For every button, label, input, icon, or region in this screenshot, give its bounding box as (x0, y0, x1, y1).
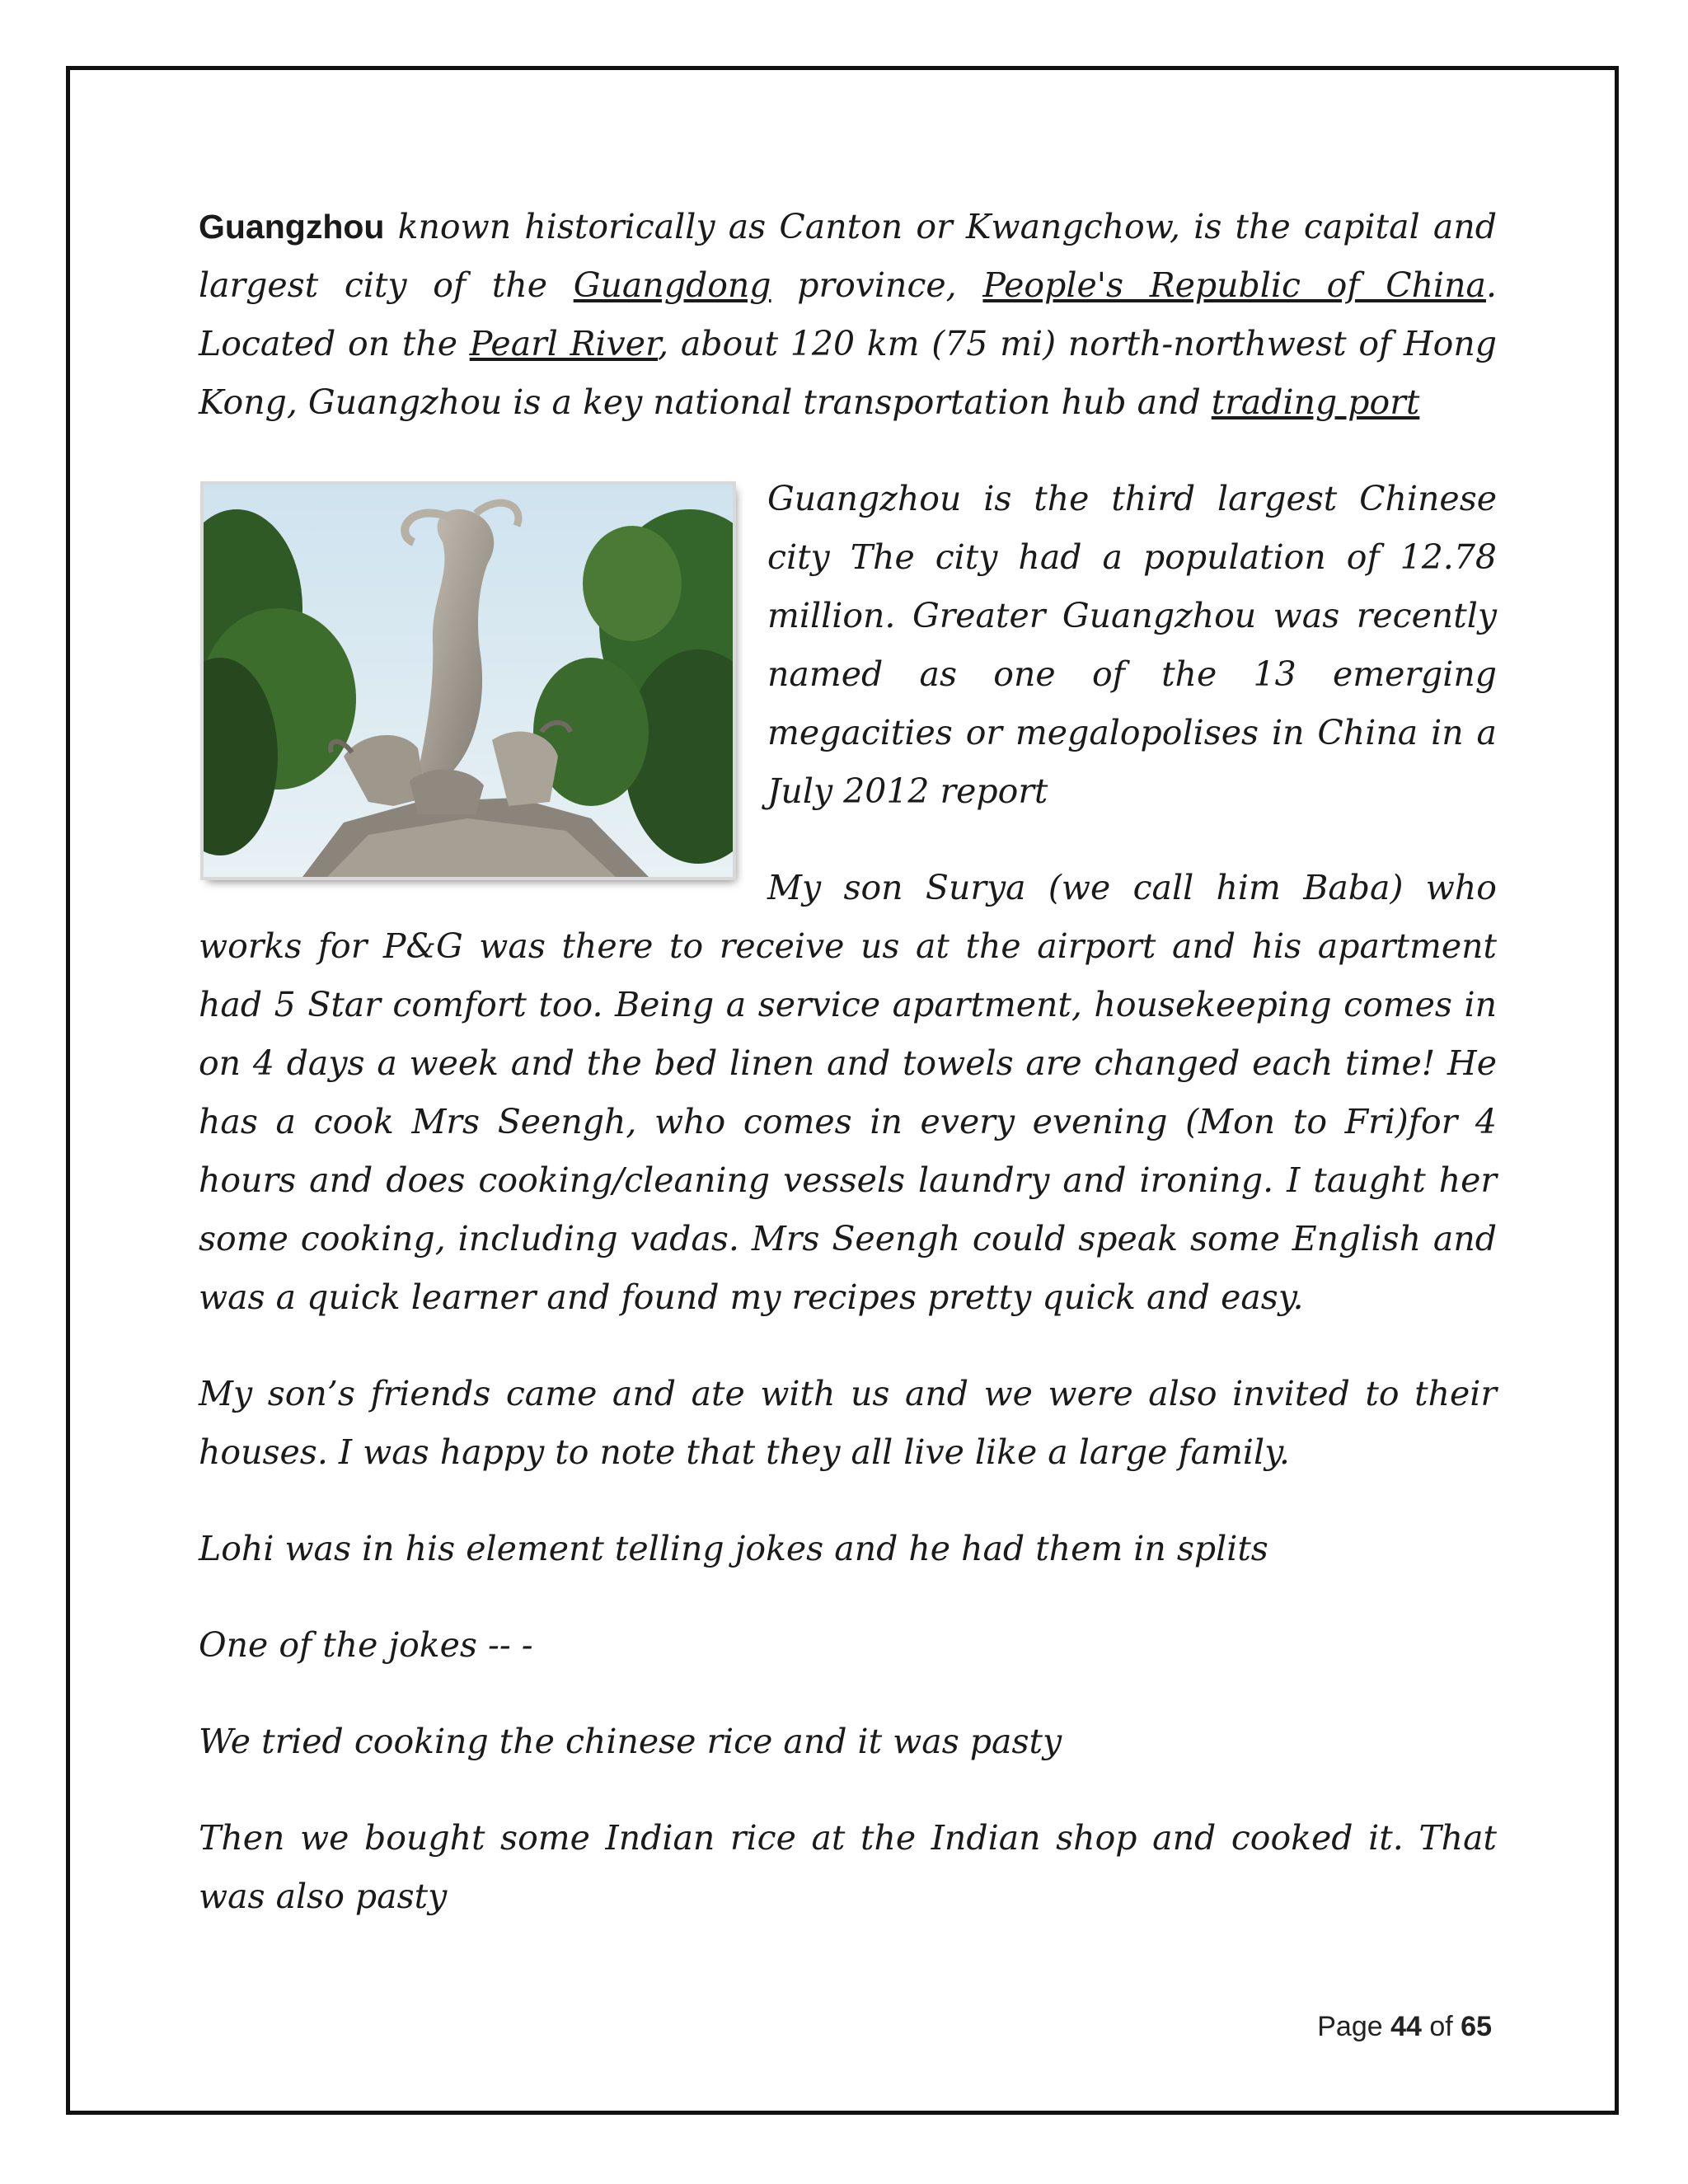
bold-lead: Guangzhou (199, 208, 385, 246)
chinese-rice-paragraph: We tried cooking the chinese rice and it was pasty (199, 1722, 1062, 1761)
link-pearl-river[interactable]: Pearl River (469, 324, 659, 363)
five-rams-statue-photo (204, 485, 733, 877)
document-body (199, 198, 1497, 1964)
population-paragraph: Guangzhou is the third largest Chinese city The city had a population of 12.78 million. Greater Guangzhou was recently named as one of the 13 emerging megacities or megalopolises in China in a July 2012 report (767, 479, 1497, 811)
link-trading-port[interactable]: trading port (1211, 382, 1420, 422)
friends-paragraph: My son’s friends came and ate with us and we were also invited to their houses. I was happy to note that they all live like a large family. (199, 1374, 1497, 1472)
link-prc[interactable]: People's Republic of China (982, 265, 1486, 305)
jokes-paragraph: Lohi was in his element telling jokes and he had them in splits (199, 1529, 1268, 1568)
indian-rice-paragraph: Then we bought some Indian rice at the Indian shop and cooked it. That was also pasty (199, 1818, 1497, 1916)
statue-illustration (204, 485, 733, 877)
one-joke-paragraph: One of the jokes -- - (199, 1625, 533, 1665)
page-number: Page 44 of 65 (1317, 2011, 1492, 2042)
link-guangdong[interactable]: Guangdong (573, 265, 771, 305)
son-apartment-paragraph: My son Surya (we call him Baba) who works for P&G was there to receive us at the airport and his apartment had 5 Star comfort too. Being a service apartment, housekeeping comes in on 4 days a week and the bed linen and towels are changed each time! He has a cook Mrs Seengh, who comes in every evening (Mon to Fri)for 4 hours and does cooking/cleaning vessels laundry and ironing. I taught her some cooking, including vadas. Mrs Seengh could speak some English and was a quick learner and found my recipes pretty quick and easy. (199, 868, 1497, 1317)
intro-paragraph: Guangzhou known historically as Canton or Kwangchow, is the capital and largest city of the Guangdong province, People's Republic of China. Located on the Pearl River, about 120 km (75 mi) north-northwest of Hong Kong, Guangzhou is a key national transportation hub and trading port (199, 207, 1498, 422)
